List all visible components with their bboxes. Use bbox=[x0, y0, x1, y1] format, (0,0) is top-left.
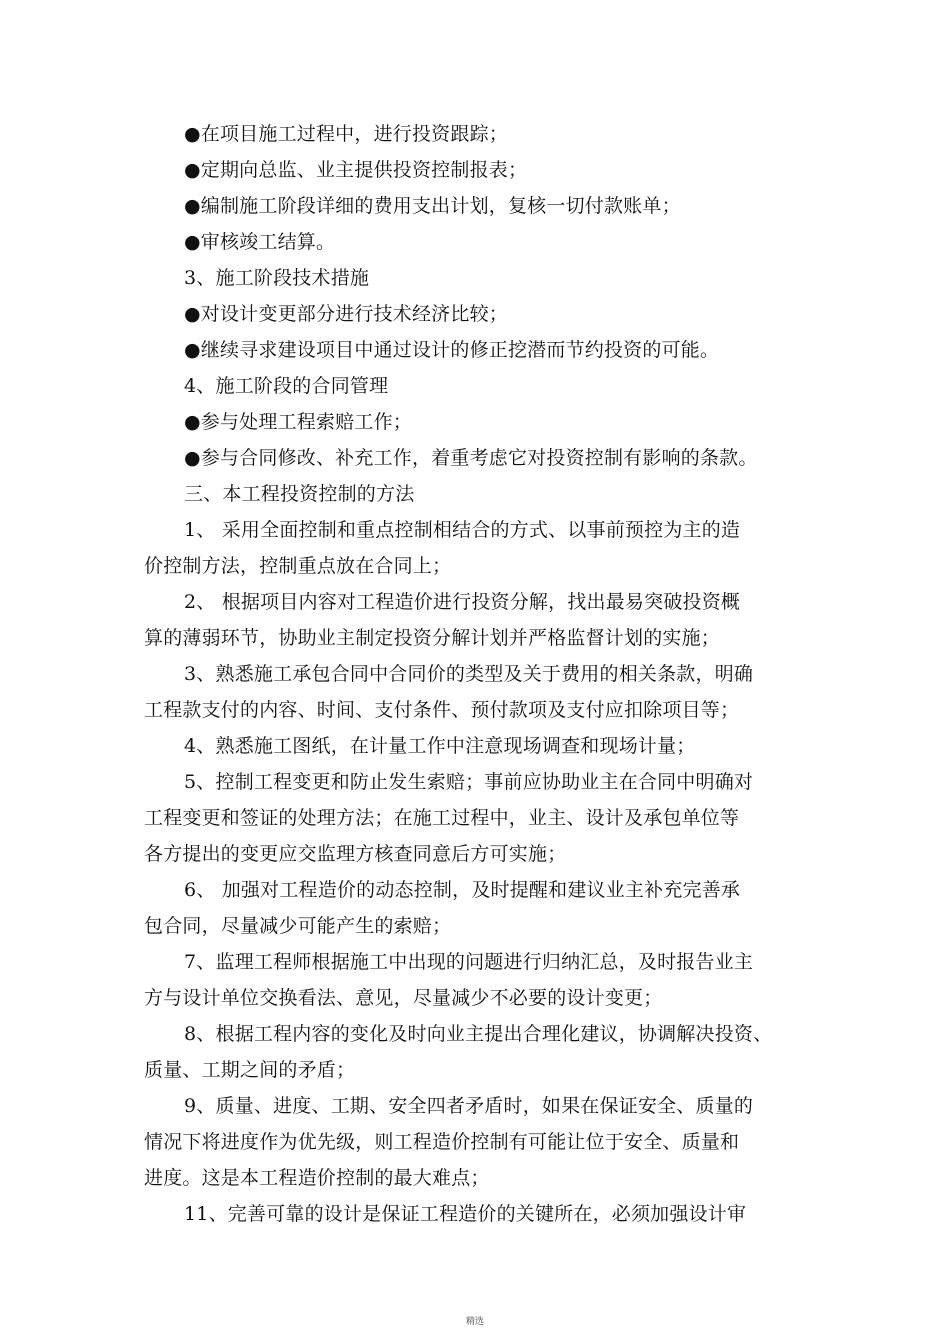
paragraph-line: 5、控制工程变更和防止发生索赔；事前应协助业主在合同中明确对 bbox=[184, 771, 754, 793]
section-heading: 3、施工阶段技术措施 bbox=[184, 267, 370, 289]
bullet-line: ●在项目施工过程中，进行投资跟踪； bbox=[184, 123, 508, 145]
paragraph-line: 工程变更和签证的处理方法；在施工过程中，业主、设计及承包单位等 bbox=[144, 807, 740, 829]
paragraph-line: 质量、工期之间的矛盾； bbox=[144, 1059, 356, 1081]
section-heading: 4、施工阶段的合同管理 bbox=[184, 375, 389, 397]
bullet-line: ●继续寻求建设项目中通过设计的修正挖潜而节约投资的可能。 bbox=[184, 339, 720, 361]
paragraph-line: 各方提出的变更应交监理方核查同意后方可实施； bbox=[144, 843, 567, 865]
paragraph-line: 8、根据工程内容的变化及时向业主提出合理化建议，协调解决投资、 bbox=[184, 1023, 773, 1045]
paragraph-line: 4、熟悉施工图纸，在计量工作中注意现场调查和现场计量； bbox=[184, 735, 696, 757]
paragraph-line: 3、熟悉施工承包合同中合同价的类型及关于费用的相关条款，明确 bbox=[184, 663, 754, 685]
paragraph-line: 价控制方法，控制重点放在合同上； bbox=[144, 555, 452, 577]
page-footer: 精选 bbox=[465, 1317, 484, 1327]
paragraph-line: 2、 根据项目内容对工程造价进行投资分解，找出最易突破投资概 bbox=[184, 591, 741, 613]
paragraph-line: 算的薄弱环节，协助业主制定投资分解计划并严格监督计划的实施； bbox=[144, 627, 721, 649]
document-body bbox=[144, 116, 824, 1232]
bullet-line: ●参与处理工程索赔工作； bbox=[184, 411, 412, 433]
paragraph-line: 7、监理工程师根据施工中出现的问题进行归纳汇总，及时报告业主 bbox=[184, 951, 754, 973]
paragraph-line: 9、质量、进度、工期、安全四者矛盾时，如果在保证安全、质量的 bbox=[184, 1095, 754, 1117]
bullet-line: ●参与合同修改、补充工作，着重考虑它对投资控制有影响的条款。 bbox=[184, 447, 758, 469]
paragraph-line: 进度。这是本工程造价控制的最大难点； bbox=[144, 1167, 490, 1189]
paragraph-line: 1、 采用全面控制和重点控制相结合的方式、以事前预控为主的造 bbox=[184, 519, 741, 541]
paragraph-line: 情况下将进度作为优先级，则工程造价控制有可能让位于安全、质量和 bbox=[144, 1131, 740, 1153]
paragraph-line: 11、完善可靠的设计是保证工程造价的关键所在，必须加强设计审 bbox=[184, 1203, 747, 1225]
section-heading: 三、本工程投资控制的方法 bbox=[184, 483, 415, 505]
paragraph-line: 方与设计单位交换看法、意见，尽量减少不必要的设计变更； bbox=[144, 987, 663, 1009]
bullet-line: ●对设计变更部分进行技术经济比较； bbox=[184, 303, 508, 325]
paragraph-line: 包合同，尽量减少可能产生的索赔； bbox=[144, 915, 452, 937]
paragraph-line: 6、 加强对工程造价的动态控制，及时提醒和建议业主补充完善承 bbox=[184, 879, 741, 901]
bullet-line: ●定期向总监、业主提供投资控制报表； bbox=[184, 159, 528, 181]
paragraph-line: 工程款支付的内容、时间、支付条件、预付款项及支付应扣除项目等； bbox=[144, 699, 740, 721]
bullet-line: ●审核竣工结算。 bbox=[184, 231, 336, 253]
bullet-line: ●编制施工阶段详细的费用支出计划，复核一切付款账单； bbox=[184, 195, 681, 217]
